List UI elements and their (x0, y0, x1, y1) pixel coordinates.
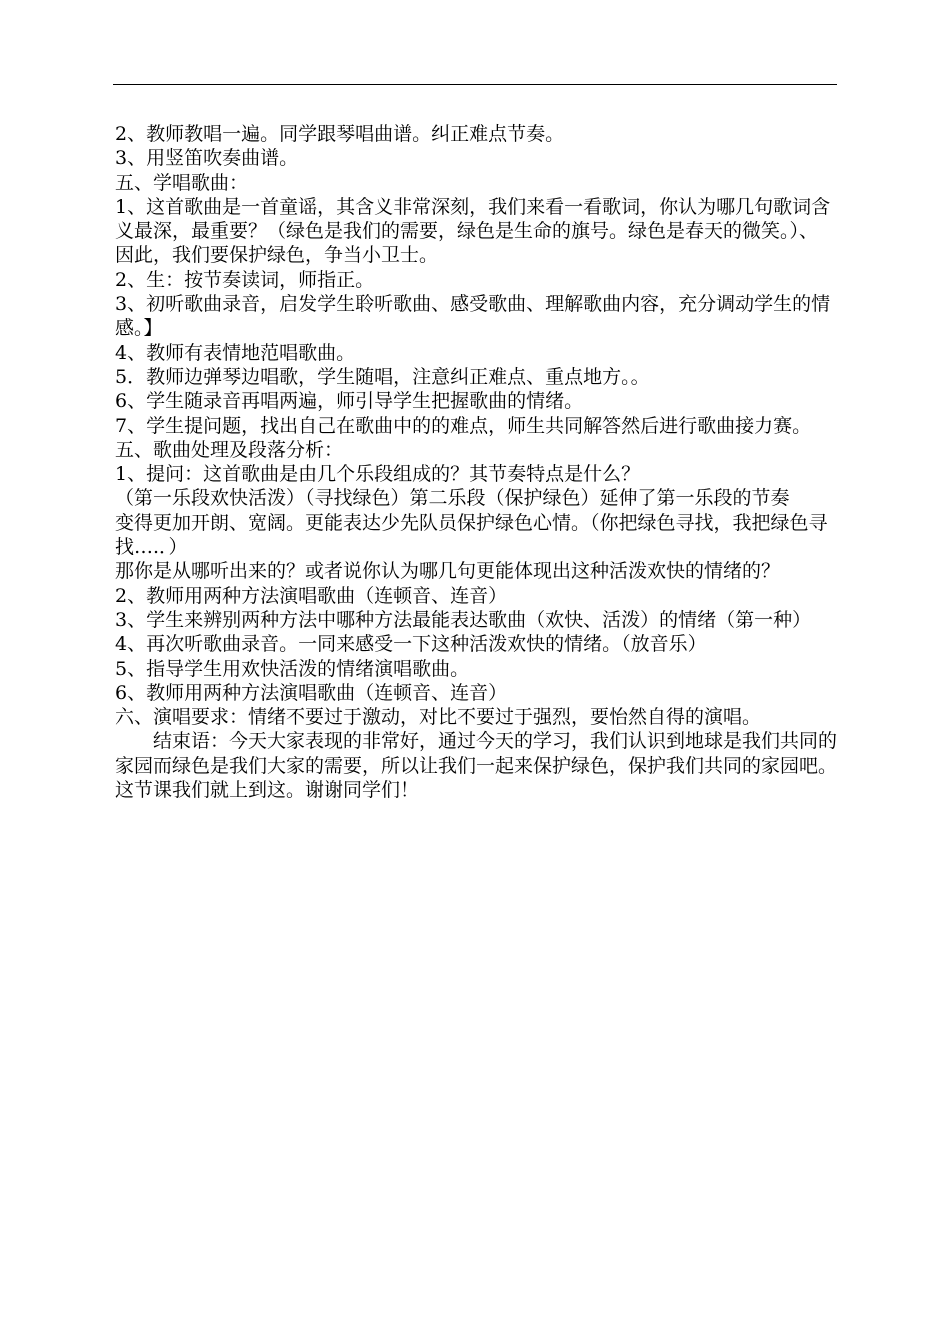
paragraph-listen-recording: 3、初听歌曲录音，启发学生聆听歌曲、感受歌曲、理解歌曲内容，充分调动学生的情感。】 (115, 293, 831, 340)
document-body (115, 122, 837, 802)
paragraph-guide-singing: 5、指导学生用欢快活泼的情绪演唱歌曲。 (115, 657, 470, 680)
paragraph-protect-green: 因此，我们要保护绿色，争当小卫士。 (115, 244, 439, 267)
paragraph-recorder: 3、用竖笛吹奏曲谱。 (115, 147, 299, 170)
paragraph-read-lyrics: 2、生：按节奏读词，师指正。 (115, 268, 375, 291)
paragraph-demo-sing: 4、教师有表情地范唱歌曲。 (115, 341, 356, 364)
paragraph-sections: （第一乐段欢快活泼）（寻找绿色）第二乐段（保护绿色）延伸了第一乐段的节奏 (115, 487, 790, 510)
paragraph-sing-twice: 6、学生随录音再唱两遍，师引导学生把握歌曲的情绪。 (115, 390, 584, 413)
paragraph-play-and-sing: 5．教师边弹琴边唱歌，学生随唱，注意纠正难点、重点地方。。 (115, 365, 650, 388)
paragraph-two-methods-repeat: 6、教师用两种方法演唱歌曲（连顿音、连音） (115, 681, 508, 704)
paragraph-conclusion: 结束语：今天大家表现的非常好，通过今天的学习，我们认识到地球是我们共同的家园而绿色是我们大家的需要，所以让我们一起来保护绿色，保护我们共同的家园吧。这节课我们就上到这。谢谢同学们！ (115, 730, 838, 802)
paragraph-where-heard: 那你是从哪听出来的？或者说你认为哪几句更能体现出这种活泼欢快的情绪的？ (115, 560, 781, 583)
section-heading-song-analysis: 五、歌曲处理及段落分析： (115, 438, 344, 461)
header-rule (113, 84, 837, 85)
paragraph-question: 1、提问：这首歌曲是由几个乐段组成的？其节奏特点是什么？ (115, 463, 641, 486)
paragraph-broader: 变得更加开朗、宽阔。更能表达少先队员保护绿色心情。（你把绿色寻找，我把绿色寻找….．） (115, 511, 828, 559)
paragraph-relay: 7、学生提问题，找出自己在歌曲中的的难点，师生共同解答然后进行歌曲接力赛。 (115, 414, 812, 437)
paragraph-lyrics-meaning: 1、这首歌曲是一首童谣，其含义非常深刻，我们来看一看歌词，你认为哪几句歌词含义最深，最重要？（绿色是我们的需要，绿色是生命的旗号。绿色是春天的微笑。）、 (115, 195, 831, 243)
paragraph-listen-again: 4、再次听歌曲录音。一同来感受一下这种活泼欢快的情绪。（放音乐） (115, 633, 707, 656)
section-heading-singing-requirements: 六、演唱要求：情绪不要过于激动，对比不要过于强烈，要怡然自得的演唱。 (115, 706, 762, 729)
section-heading-learn-song: 五、学唱歌曲： (115, 171, 249, 194)
paragraph-two-methods: 2、教师用两种方法演唱歌曲（连顿音、连音） (115, 584, 508, 607)
paragraph-distinguish: 3、学生来辨别两种方法中哪种方法最能表达歌曲（欢快、活泼）的情绪（第一种） (115, 608, 812, 631)
paragraph-teach-score: 2、教师教唱一遍。同学跟琴唱曲谱。纠正难点节奏。 (115, 123, 565, 145)
